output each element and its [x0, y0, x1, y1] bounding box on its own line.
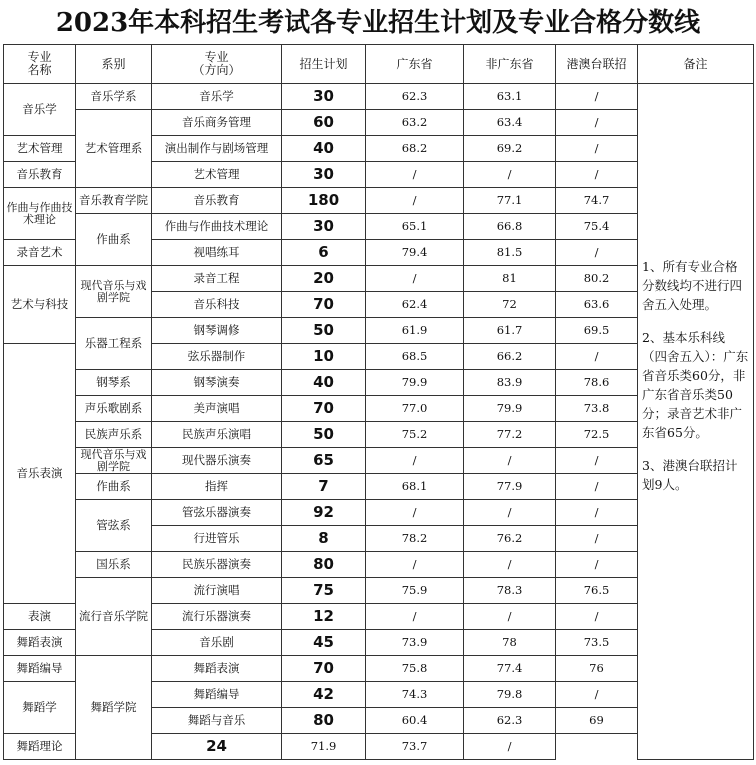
hkmt-score-cell: 63.6: [556, 292, 638, 318]
guangdong-score-cell: 71.9: [282, 734, 366, 760]
hkmt-score-cell: 80.2: [556, 266, 638, 292]
hkmt-score-cell: /: [556, 84, 638, 110]
department-cell: 钢琴系: [76, 370, 152, 396]
guangdong-score-cell: 62.4: [366, 292, 464, 318]
non-guangdong-score-cell: 73.7: [366, 734, 464, 760]
header-hkmt: 港澳台联招: [556, 45, 638, 84]
plan-cell: 60: [282, 110, 366, 136]
non-guangdong-score-cell: 61.7: [464, 318, 556, 344]
direction-cell: 舞蹈编导: [152, 682, 282, 708]
plan-cell: 12: [282, 604, 366, 630]
plan-cell: 24: [152, 734, 282, 760]
non-guangdong-score-cell: 66.2: [464, 344, 556, 370]
non-guangdong-score-cell: 77.1: [464, 188, 556, 214]
direction-cell: 管弦乐器演奏: [152, 500, 282, 526]
direction-cell: 美声演唱: [152, 396, 282, 422]
major-name-cell: 舞蹈学: [4, 682, 76, 734]
plan-cell: 180: [282, 188, 366, 214]
plan-cell: 70: [282, 396, 366, 422]
header-major-name: 专业 名称: [4, 45, 76, 84]
direction-cell: 艺术管理: [152, 162, 282, 188]
plan-cell: 45: [282, 630, 366, 656]
guangdong-score-cell: 68.2: [366, 136, 464, 162]
direction-cell: 音乐商务管理: [152, 110, 282, 136]
department-cell: 乐器工程系: [76, 318, 152, 370]
plan-cell: 30: [282, 214, 366, 240]
direction-cell: 音乐学: [152, 84, 282, 110]
plan-cell: 70: [282, 292, 366, 318]
plan-cell: 10: [282, 344, 366, 370]
non-guangdong-score-cell: /: [464, 162, 556, 188]
department-cell: 作曲系: [76, 474, 152, 500]
guangdong-score-cell: /: [366, 448, 464, 474]
direction-cell: 作曲与作曲技术理论: [152, 214, 282, 240]
plan-cell: 6: [282, 240, 366, 266]
guangdong-score-cell: 79.9: [366, 370, 464, 396]
hkmt-score-cell: /: [556, 474, 638, 500]
hkmt-score-cell: /: [556, 240, 638, 266]
hkmt-score-cell: 73.8: [556, 396, 638, 422]
plan-cell: 20: [282, 266, 366, 292]
department-cell: 现代音乐与戏剧学院: [76, 266, 152, 318]
non-guangdong-score-cell: 83.9: [464, 370, 556, 396]
guangdong-score-cell: 74.3: [366, 682, 464, 708]
guangdong-score-cell: 75.2: [366, 422, 464, 448]
header-notes: 备注: [638, 45, 754, 84]
department-cell: 国乐系: [76, 552, 152, 578]
hkmt-score-cell: /: [556, 448, 638, 474]
guangdong-score-cell: 60.4: [366, 708, 464, 734]
hkmt-score-cell: 78.6: [556, 370, 638, 396]
direction-cell: 舞蹈理论: [4, 734, 76, 760]
plan-cell: 80: [282, 552, 366, 578]
hkmt-score-cell: 76: [556, 656, 638, 682]
header-non-guangdong: 非广东省: [464, 45, 556, 84]
guangdong-score-cell: 63.2: [366, 110, 464, 136]
hkmt-score-cell: 73.5: [556, 630, 638, 656]
plan-cell: 50: [282, 422, 366, 448]
direction-cell: 舞蹈表演: [152, 656, 282, 682]
non-guangdong-score-cell: 76.2: [464, 526, 556, 552]
major-name-cell: 舞蹈表演: [4, 630, 76, 656]
hkmt-score-cell: /: [556, 162, 638, 188]
direction-cell: 音乐教育: [152, 188, 282, 214]
plan-cell: 80: [282, 708, 366, 734]
major-name-cell: 表演: [4, 604, 76, 630]
non-guangdong-score-cell: 78: [464, 630, 556, 656]
hkmt-score-cell: 69.5: [556, 318, 638, 344]
guangdong-score-cell: 78.2: [366, 526, 464, 552]
direction-cell: 钢琴调修: [152, 318, 282, 344]
hkmt-score-cell: 72.5: [556, 422, 638, 448]
direction-cell: 音乐剧: [152, 630, 282, 656]
plan-cell: 75: [282, 578, 366, 604]
guangdong-score-cell: /: [366, 266, 464, 292]
department-cell: 现代音乐与戏剧学院: [76, 448, 152, 474]
major-name-cell: 音乐表演: [4, 344, 76, 604]
guangdong-score-cell: 77.0: [366, 396, 464, 422]
department-cell: 作曲系: [76, 214, 152, 266]
enrollment-table: [3, 44, 754, 760]
non-guangdong-score-cell: /: [464, 604, 556, 630]
plan-cell: 65: [282, 448, 366, 474]
direction-cell: 民族声乐演唱: [152, 422, 282, 448]
plan-cell: 40: [282, 136, 366, 162]
direction-cell: 钢琴演奏: [152, 370, 282, 396]
header-plan: 招生计划: [282, 45, 366, 84]
guangdong-score-cell: 68.5: [366, 344, 464, 370]
hkmt-score-cell: /: [556, 136, 638, 162]
department-cell: 流行音乐学院: [76, 578, 152, 656]
major-name-cell: 艺术管理: [4, 136, 76, 162]
hkmt-score-cell: /: [556, 110, 638, 136]
non-guangdong-score-cell: 81.5: [464, 240, 556, 266]
guangdong-score-cell: 62.3: [366, 84, 464, 110]
page-title: 2023年本科招生考试各专业招生计划及专业合格分数线: [55, 8, 701, 38]
major-name-cell: 艺术与科技: [4, 266, 76, 344]
direction-cell: 视唱练耳: [152, 240, 282, 266]
department-cell: 艺术管理系: [76, 110, 152, 188]
department-cell: 舞蹈学院: [76, 656, 152, 760]
note-item: 3、港澳台联招计划9人。: [642, 458, 738, 493]
direction-cell: 演出制作与剧场管理: [152, 136, 282, 162]
plan-cell: 70: [282, 656, 366, 682]
hkmt-score-cell: 74.7: [556, 188, 638, 214]
direction-cell: 音乐科技: [152, 292, 282, 318]
major-name-cell: 作曲与作曲技术理论: [4, 188, 76, 240]
table-row: [4, 84, 754, 110]
non-guangdong-score-cell: 79.8: [464, 682, 556, 708]
direction-cell: 流行乐器演奏: [152, 604, 282, 630]
hkmt-score-cell: /: [464, 734, 556, 760]
non-guangdong-score-cell: 77.9: [464, 474, 556, 500]
hkmt-score-cell: /: [556, 500, 638, 526]
guangdong-score-cell: 61.9: [366, 318, 464, 344]
non-guangdong-score-cell: 81: [464, 266, 556, 292]
direction-cell: 现代器乐演奏: [152, 448, 282, 474]
header-direction: 专业 （方向）: [152, 45, 282, 84]
major-name-cell: 舞蹈编导: [4, 656, 76, 682]
non-guangdong-score-cell: 63.4: [464, 110, 556, 136]
hkmt-score-cell: /: [556, 526, 638, 552]
notes-blank-cell: [638, 682, 754, 760]
note-item: 2、基本乐科线（四舍五入）：广东省音乐类60分，非广东省音乐类50分；录音艺术非广东省65分。: [642, 330, 749, 441]
plan-cell: 40: [282, 370, 366, 396]
non-guangdong-score-cell: 79.9: [464, 396, 556, 422]
guangdong-score-cell: /: [366, 188, 464, 214]
department-cell: 声乐歌剧系: [76, 396, 152, 422]
hkmt-score-cell: 75.4: [556, 214, 638, 240]
guangdong-score-cell: /: [366, 500, 464, 526]
department-cell: 民族声乐系: [76, 422, 152, 448]
plan-cell: 42: [282, 682, 366, 708]
department-cell: 音乐学系: [76, 84, 152, 110]
non-guangdong-score-cell: 63.1: [464, 84, 556, 110]
guangdong-score-cell: /: [366, 162, 464, 188]
major-name-cell: 音乐学: [4, 84, 76, 136]
non-guangdong-score-cell: 66.8: [464, 214, 556, 240]
plan-cell: 30: [282, 84, 366, 110]
notes-cell: [638, 84, 754, 682]
direction-cell: 舞蹈与音乐: [152, 708, 282, 734]
non-guangdong-score-cell: 69.2: [464, 136, 556, 162]
direction-cell: 民族乐器演奏: [152, 552, 282, 578]
hkmt-score-cell: /: [556, 682, 638, 708]
note-item: 1、所有专业合格分数线均不进行四舍五入处理。: [642, 259, 743, 313]
non-guangdong-score-cell: 77.4: [464, 656, 556, 682]
direction-cell: 弦乐器制作: [152, 344, 282, 370]
header-department: 系别: [76, 45, 152, 84]
table-body: [4, 84, 754, 760]
non-guangdong-score-cell: /: [464, 500, 556, 526]
guangdong-score-cell: 75.9: [366, 578, 464, 604]
non-guangdong-score-cell: 77.2: [464, 422, 556, 448]
non-guangdong-score-cell: 78.3: [464, 578, 556, 604]
hkmt-score-cell: 76.5: [556, 578, 638, 604]
hkmt-score-cell: /: [556, 552, 638, 578]
hkmt-score-cell: /: [556, 344, 638, 370]
guangdong-score-cell: 79.4: [366, 240, 464, 266]
non-guangdong-score-cell: 72: [464, 292, 556, 318]
department-cell: 管弦系: [76, 500, 152, 552]
guangdong-score-cell: 65.1: [366, 214, 464, 240]
non-guangdong-score-cell: /: [464, 552, 556, 578]
non-guangdong-score-cell: /: [464, 448, 556, 474]
guangdong-score-cell: /: [366, 604, 464, 630]
guangdong-score-cell: 68.1: [366, 474, 464, 500]
guangdong-score-cell: /: [366, 552, 464, 578]
major-name-cell: 录音艺术: [4, 240, 76, 266]
guangdong-score-cell: 73.9: [366, 630, 464, 656]
major-name-cell: 音乐教育: [4, 162, 76, 188]
direction-cell: 指挥: [152, 474, 282, 500]
plan-cell: 50: [282, 318, 366, 344]
plan-cell: 30: [282, 162, 366, 188]
direction-cell: 流行演唱: [152, 578, 282, 604]
department-cell: 音乐教育学院: [76, 188, 152, 214]
header-guangdong: 广东省: [366, 45, 464, 84]
plan-cell: 92: [282, 500, 366, 526]
header-row: [4, 45, 754, 84]
plan-cell: 7: [282, 474, 366, 500]
guangdong-score-cell: 75.8: [366, 656, 464, 682]
direction-cell: 行进管乐: [152, 526, 282, 552]
hkmt-score-cell: 69: [556, 708, 638, 734]
hkmt-score-cell: /: [556, 604, 638, 630]
direction-cell: 录音工程: [152, 266, 282, 292]
plan-cell: 8: [282, 526, 366, 552]
non-guangdong-score-cell: 62.3: [464, 708, 556, 734]
